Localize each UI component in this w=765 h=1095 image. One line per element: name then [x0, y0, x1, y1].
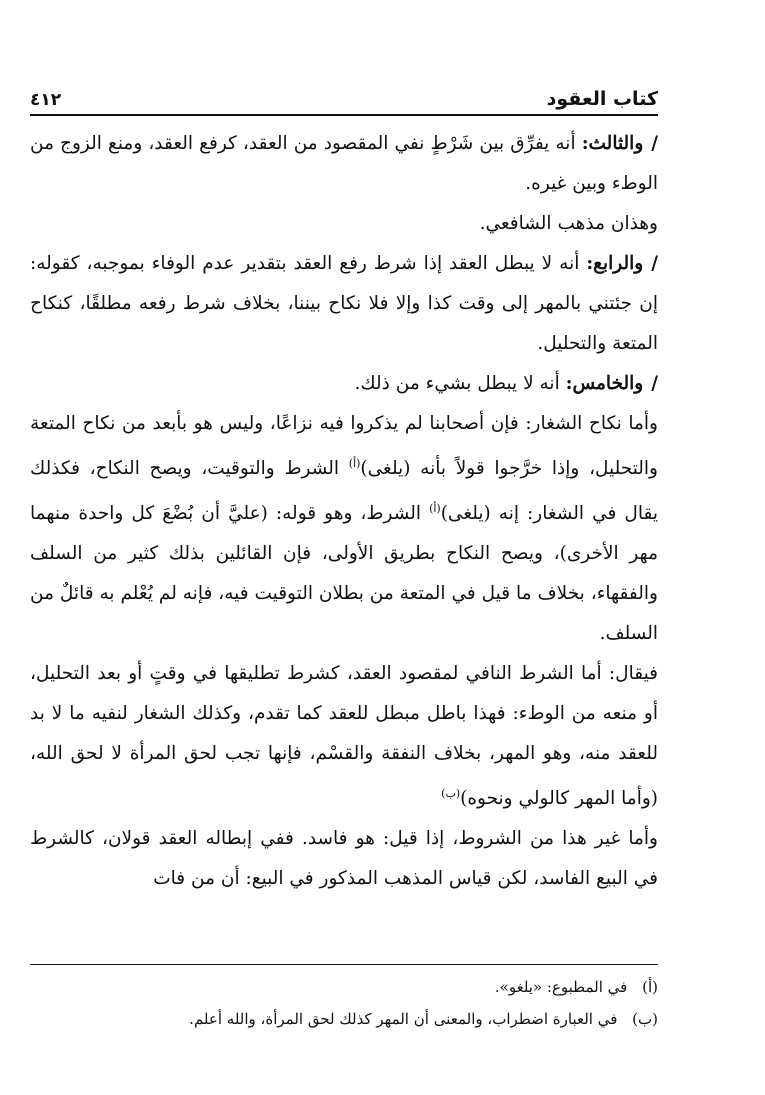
body-text [30, 124, 658, 899]
footnote-text: في العبارة اضطراب، والمعنى أن المهر كذلك لحق المرأة، والله أعلم. [189, 1010, 618, 1028]
paragraph-text: الشرط، وهو قوله: (عليَّ أن بُضْعَ كل واحدة منهما مهر الأخرى)، ويصح النكاح بطريق الأولى، فإن القائلين بذلك كثير من السلف والفقهاء، بخلاف ما قيل في المتعة من بطلان التوقيت فيه، فإنه لم يُعْلم به قائلٌ من السلف. [30, 503, 658, 645]
slash-mark: / [651, 133, 659, 154]
footnote [30, 971, 658, 1003]
footnote-text: في المطبوع: «يلغو». [494, 978, 628, 996]
document-page [30, 78, 658, 899]
footnote-mark: (أ) [642, 978, 658, 996]
paragraph-fifth [30, 364, 658, 404]
paragraph-text: وهذان مذهب الشافعي. [479, 213, 658, 234]
slash-mark: / [651, 253, 658, 274]
paragraph-lead: والرابع: [586, 253, 644, 274]
paragraph-text: الشرط والتوقيت، ويصح النكاح، فكذلك يقال في الشغار: إنه (يلغى) [30, 458, 658, 525]
paragraph-text: أنه لا يبطل العقد إذا شرط رفع العقد بتقدير عدم الوفاء بموجبه، كقوله: إن جئتني بالمهر إلى وقت كذا وإلا فلا نكاح بيننا، بخلاف شرط رفعه مطلقًا، كنكاح المتعة والتحليل. [30, 253, 658, 354]
footnote-ref: (ب) [441, 787, 461, 801]
paragraph-shafii [30, 204, 658, 244]
paragraph-reply [30, 654, 658, 819]
slash-mark: / [651, 373, 658, 394]
paragraph-fourth [30, 244, 658, 364]
footnote [30, 1003, 658, 1035]
footnotes [30, 964, 658, 1035]
paragraph-other-conditions [30, 819, 658, 899]
paragraph-shighar [30, 404, 658, 654]
paragraph-lead: والثالث: [581, 133, 644, 154]
running-header [30, 78, 658, 116]
paragraph-text: وأما نكاح الشغار: فإن أصحابنا لم يذكروا فيه نزاعًا، وليس هو بأبعد من نكاح المتعة والتحليل، وإذا خرَّجوا قولاً بأنه (يلغى) [30, 413, 658, 480]
paragraph-lead: والخامس: [565, 373, 644, 394]
paragraph-third [30, 124, 658, 204]
paragraph-text: أنه لا يبطل بشيء من ذلك. [354, 373, 560, 394]
footnote-ref: (أ) [348, 457, 361, 470]
footnote-mark: (ب) [632, 1010, 658, 1028]
footnote-ref: (أ) [429, 502, 441, 516]
paragraph-text: فيقال: أما الشرط النافي لمقصود العقد، كشرط تطليقها في وقتٍ أو بعد التحليل، أو منعه من الوطء: فهذا باطل مبطل للعقد كما تقدم، وكذلك الشغار لنفيه ما لا بد للعقد منه، وهو المهر، بخلاف النفقة والقسْم، فإنها تجب لحق المرأة لا لحق الله، (وأما المهر كالولي ونحوه) [30, 663, 658, 810]
book-title: كتاب العقود [546, 88, 658, 110]
paragraph-text: أنه يفرِّق بين شَرْطٍ نفي المقصود من العقد، كرفع العقد، ومنع الزوج من الوطء وبين غيره. [30, 133, 658, 194]
page-number: ٤١٢ [30, 90, 62, 110]
paragraph-text: وأما غير هذا من الشروط، إذا قيل: هو فاسد. ففي إبطاله العقد قولان، كالشرط في البيع الفاسد، لكن قياس المذهب المذكور في البيع: أن من فات [30, 828, 658, 890]
